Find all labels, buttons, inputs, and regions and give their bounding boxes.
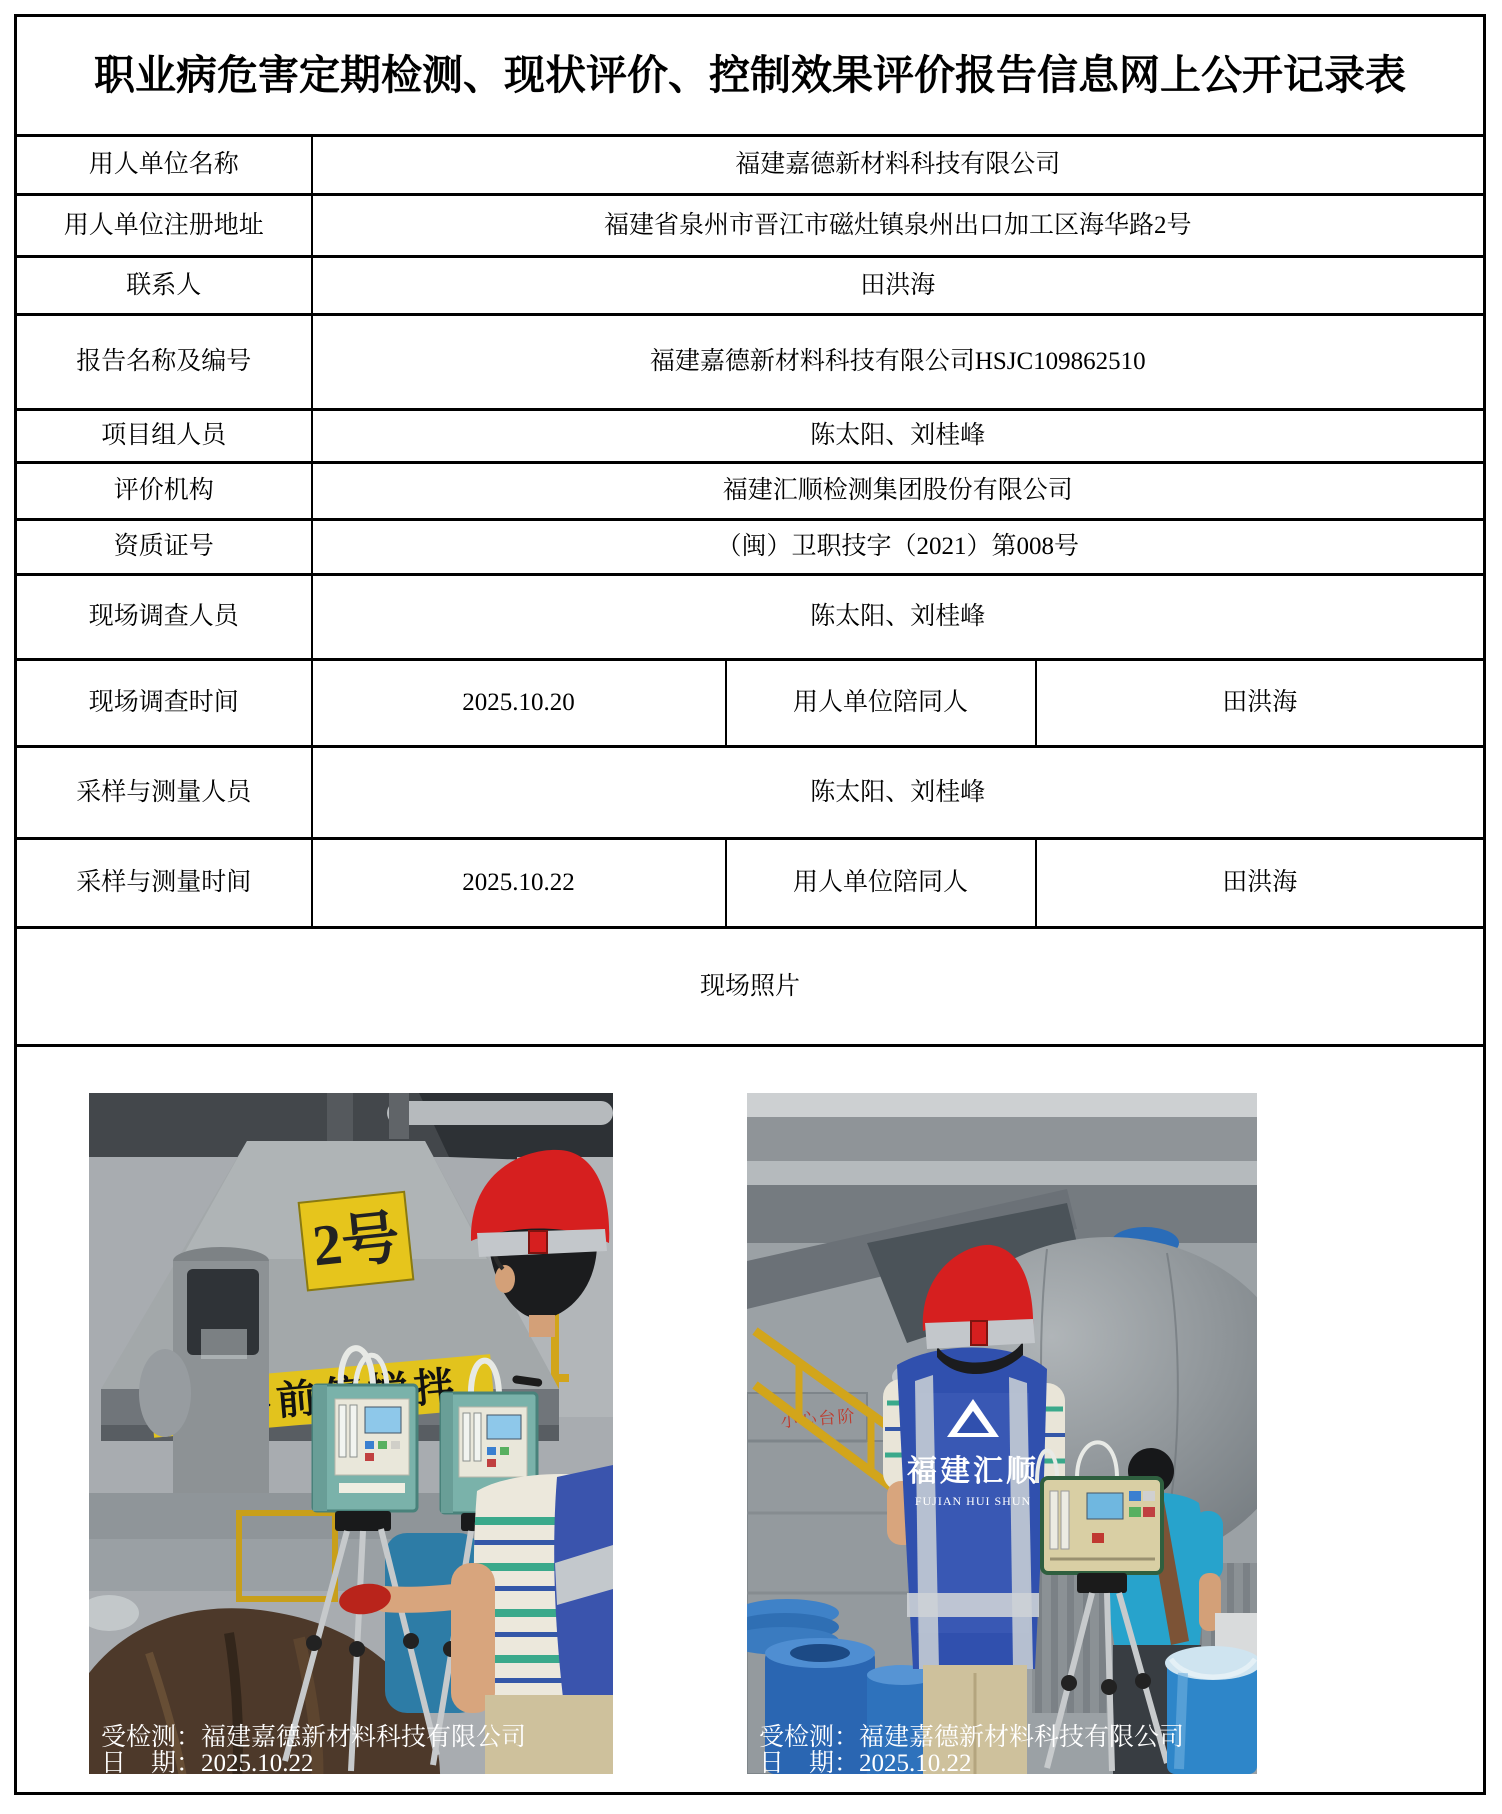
lcd-screen — [487, 1415, 521, 1439]
cell-value: 2025.10.22 — [312, 839, 726, 928]
watermark-company: 受检测：福建嘉德新材料科技有限公司 — [101, 1724, 527, 1751]
arm — [451, 1563, 495, 1713]
photos-wrap — [17, 1047, 1483, 1774]
step-warning-text: 小心台阶 — [779, 1406, 858, 1431]
vest-text-en: FUJIAN HUI SHUN — [914, 1494, 1032, 1508]
row-report-name-number — [16, 315, 1485, 410]
watermark-date: 日 期：2025.10.22 — [759, 1750, 972, 1774]
insulated-pipe — [387, 1101, 613, 1125]
row-project-team — [16, 410, 1485, 463]
cell-value: 陈太阳、刘桂峰 — [312, 575, 1485, 660]
page-title: 职业病危害定期检测、现状评价、控制效果评价报告信息网上公开记录表 — [16, 16, 1485, 136]
air-sampler-left — [313, 1385, 417, 1511]
cell-label2: 用人单位陪同人 — [726, 660, 1036, 747]
row-sampling-personnel — [16, 747, 1485, 839]
lcd-screen — [1087, 1493, 1123, 1519]
vest-text-cn: 福建汇顺 — [907, 1455, 1039, 1488]
site-photo-right — [747, 1093, 1257, 1774]
cell-label: 现场调查时间 — [16, 660, 312, 747]
cell-label: 采样与测量人员 — [16, 747, 312, 839]
row-survey-personnel — [16, 575, 1485, 660]
site-photo-left — [89, 1093, 613, 1774]
cell-value: （闽）卫职技字（2021）第008号 — [312, 520, 1485, 575]
row-sampling-time — [16, 839, 1485, 928]
cell-label: 报告名称及编号 — [16, 315, 312, 410]
cell-label: 采样与测量时间 — [16, 839, 312, 928]
tank-sign-text: 2号 — [309, 1204, 403, 1279]
cell-value: 福建省泉州市晋江市磁灶镇泉州出口加工区海华路2号 — [312, 195, 1485, 257]
cell-value2: 田洪海 — [1036, 660, 1485, 747]
row-evaluation-agency — [16, 463, 1485, 520]
photos-cell — [16, 1046, 1485, 1794]
cell-label: 评价机构 — [16, 463, 312, 520]
row-qualification-number — [16, 520, 1485, 575]
record-table — [14, 14, 1486, 1795]
drum-with-liner — [1165, 1646, 1257, 1774]
cell-value: 福建嘉德新材料科技有限公司HSJC109862510 — [312, 315, 1485, 410]
cell-value2: 田洪海 — [1036, 839, 1485, 928]
title-row — [16, 16, 1485, 136]
cell-label: 用人单位注册地址 — [16, 195, 312, 257]
cell-label: 项目组人员 — [16, 410, 312, 463]
watermark-date: 日 期：2025.10.22 — [101, 1750, 314, 1774]
photos-heading: 现场照片 — [16, 928, 1485, 1046]
cell-value: 福建汇顺检测集团股份有限公司 — [312, 463, 1485, 520]
tank-number-sign — [299, 1192, 414, 1291]
record-sheet — [14, 14, 1486, 1795]
cell-label2: 用人单位陪同人 — [726, 839, 1036, 928]
watermark-company: 受检测：福建嘉德新材料科技有限公司 — [759, 1724, 1185, 1751]
cell-value: 福建嘉德新材料科技有限公司 — [312, 136, 1485, 195]
cell-label: 现场调查人员 — [16, 575, 312, 660]
row-photos-heading — [16, 928, 1485, 1046]
cell-label: 资质证号 — [16, 520, 312, 575]
lcd-screen — [365, 1407, 401, 1433]
row-survey-time — [16, 660, 1485, 747]
row-photos — [16, 1046, 1485, 1794]
row-employer-address — [16, 195, 1485, 257]
cell-value: 陈太阳、刘桂峰 — [312, 410, 1485, 463]
row-employer-name — [16, 136, 1485, 195]
cell-value: 陈太阳、刘桂峰 — [312, 747, 1485, 839]
cell-label: 联系人 — [16, 257, 312, 315]
cell-value: 田洪海 — [312, 257, 1485, 315]
cell-value: 2025.10.20 — [312, 660, 726, 747]
row-contact-person — [16, 257, 1485, 315]
cell-label: 用人单位名称 — [16, 136, 312, 195]
